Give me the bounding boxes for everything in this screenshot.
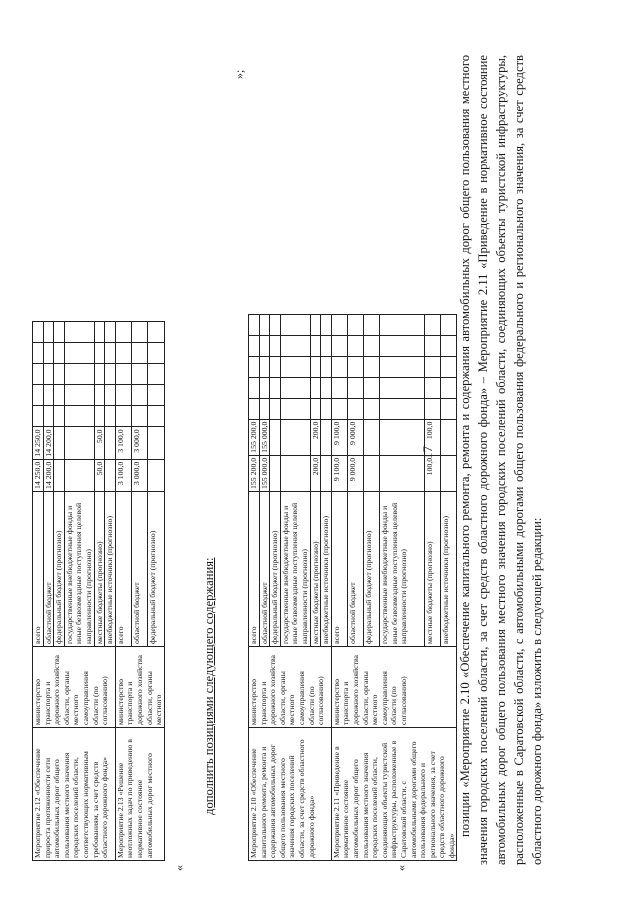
amount-cell <box>380 419 425 455</box>
empty-year-cell <box>425 398 441 419</box>
empty-year-cell <box>132 322 148 343</box>
measure-name-cell: Мероприятие 2.10 «Обеспечение капитального ремонта, ремонта и содержания автомобильных дорог общего пользования местного значения городских поселений области, за счет средств областного дорожного фонда» <box>249 728 332 861</box>
empty-year-cell <box>425 356 441 377</box>
add-positions-heading: дополнить позициями следующего содержания: <box>202 557 216 815</box>
empty-year-cell <box>441 356 457 377</box>
amount-cell: 50,0 <box>94 427 105 459</box>
amount-cell: 155 000,0 <box>259 419 270 455</box>
funding-source-cell: федеральный бюджет (прогнозно) <box>270 492 281 647</box>
amount-cell: 9 000,0 <box>347 419 363 455</box>
empty-year-cell <box>148 322 164 343</box>
empty-year-cell <box>148 385 164 406</box>
amount-cell: 9 100,0 <box>331 419 347 455</box>
empty-year-cell <box>280 377 310 398</box>
empty-year-cell <box>105 406 116 427</box>
empty-year-cell <box>54 406 65 427</box>
empty-year-cell <box>441 335 457 356</box>
empty-year-cell <box>331 335 347 356</box>
intro-paragraph: позиции «Мероприятие 2.10 «Обеспечение капитального ремонта, ремонта и содержания автомобильных дорог общего пользования местного значения городских поселений области, за счет средств областного дорожного фонда» – Мероприятие 2.11 «Приведение в нормативное состояние автомобильных дорог общего пользования местного значения городских поселений области, соединяющих объекты туристской инфраструктуры, расположенные в Саратовской области, с автомобильными дорогами общего пользования федерального и регионального значения, за счет средств областного дорожного фонда» изложить в следующей редакции: <box>458 55 544 865</box>
empty-year-cell <box>363 335 379 356</box>
empty-year-cell <box>33 385 44 406</box>
table1-close-quote: »; <box>232 69 246 79</box>
empty-year-cell <box>380 314 425 335</box>
amount-cell <box>64 427 94 459</box>
empty-year-cell <box>331 314 347 335</box>
empty-year-cell <box>132 343 148 364</box>
empty-year-cell <box>347 314 363 335</box>
amount-cell: 14 250,0 <box>33 427 44 459</box>
empty-year-cell <box>380 377 425 398</box>
amount-cell: 9 000,0 <box>347 455 363 491</box>
empty-year-cell <box>425 314 441 335</box>
amount-cell <box>148 459 164 491</box>
executors-cell: министерство транспорта и дорожного хозяйства области, органы местного самоуправления области (по согласованию) <box>331 647 457 728</box>
measure-name-cell: Мероприятие 2.12 «Обеспечение прироста протяженности сети автомобильных дорог общего пользования местного значения городских поселений области, соответствующих нормативным требованиям, за счет средств областного дорожного фонда» <box>33 728 116 861</box>
empty-year-cell <box>259 314 270 335</box>
empty-year-cell <box>249 335 260 356</box>
amount-cell <box>363 419 379 455</box>
amount-cell <box>380 455 425 491</box>
table-row <box>115 322 131 861</box>
empty-year-cell <box>363 398 379 419</box>
empty-year-cell <box>270 335 281 356</box>
empty-year-cell <box>280 398 310 419</box>
table1-open-quote: « <box>394 865 408 871</box>
funding-source-cell: областной бюджет <box>347 492 363 647</box>
amount-cell: 155 000,0 <box>259 455 270 491</box>
empty-year-cell <box>259 356 270 377</box>
empty-year-cell <box>347 335 363 356</box>
empty-year-cell <box>363 377 379 398</box>
amount-cell <box>105 459 116 491</box>
empty-year-cell <box>270 398 281 419</box>
amount-cell: 3 100,0 <box>115 427 131 459</box>
empty-year-cell <box>105 343 116 364</box>
empty-year-cell <box>249 356 260 377</box>
funding-source-cell: внебюджетные источники (прогнозно) <box>321 492 332 647</box>
empty-year-cell <box>310 314 321 335</box>
empty-year-cell <box>363 314 379 335</box>
empty-year-cell <box>148 364 164 385</box>
amount-cell: 155 200,0 <box>249 455 260 491</box>
empty-year-cell <box>64 385 94 406</box>
table-row <box>331 314 347 860</box>
empty-year-cell <box>331 356 347 377</box>
empty-year-cell <box>64 364 94 385</box>
empty-year-cell <box>54 364 65 385</box>
empty-year-cell <box>347 356 363 377</box>
empty-year-cell <box>115 385 131 406</box>
empty-year-cell <box>105 322 116 343</box>
empty-year-cell <box>270 314 281 335</box>
table-measures-2-12-2-13 <box>32 321 165 861</box>
empty-year-cell <box>115 322 131 343</box>
empty-year-cell <box>425 377 441 398</box>
funding-source-cell: государственные внебюджетные фонды и иные безвозмездные поступления целевой направленности (прогнозно) <box>64 492 94 647</box>
amount-cell <box>54 427 65 459</box>
funding-source-cell: федеральный бюджет (прогнозно) <box>148 492 164 647</box>
amount-cell: 14 200,0 <box>43 459 54 491</box>
funding-source-cell: всего <box>33 492 44 647</box>
amount-cell <box>321 419 332 455</box>
executors-cell: министерство транспорта и дорожного хозяйства области, органы местного самоуправления области (по согласованию) <box>33 647 116 728</box>
empty-year-cell <box>105 385 116 406</box>
empty-year-cell <box>148 343 164 364</box>
amount-cell: 9 100,0 <box>331 455 347 491</box>
empty-year-cell <box>280 335 310 356</box>
funding-source-cell: местные бюджеты (прогнозно) <box>425 492 441 647</box>
empty-year-cell <box>441 377 457 398</box>
amount-cell <box>363 455 379 491</box>
executors-cell: министерство транспорта и дорожного хозяйства области, органы местного <box>115 647 164 728</box>
empty-year-cell <box>64 322 94 343</box>
funding-source-cell: областной бюджет <box>43 492 54 647</box>
empty-year-cell <box>259 377 270 398</box>
executors-cell: министерство транспорта и дорожного хозяйства области, органы местного самоуправления области (по согласованию) <box>249 647 332 728</box>
empty-year-cell <box>33 343 44 364</box>
amount-cell: 50,0 <box>94 459 105 491</box>
funding-source-cell: федеральный бюджет (прогнозно) <box>54 492 65 647</box>
empty-year-cell <box>321 356 332 377</box>
funding-source-cell: областной бюджет <box>259 492 270 647</box>
empty-year-cell <box>280 356 310 377</box>
empty-year-cell <box>115 364 131 385</box>
empty-year-cell <box>54 322 65 343</box>
table-row <box>33 322 44 861</box>
empty-year-cell <box>310 356 321 377</box>
amount-cell: 14 200,0 <box>43 427 54 459</box>
intro-text <box>456 55 546 865</box>
empty-year-cell <box>270 356 281 377</box>
funding-source-cell: государственные внебюджетные фонды и иные безвозмездные поступления целевой направленности (прогнозно) <box>380 492 425 647</box>
amount-cell <box>280 455 310 491</box>
empty-year-cell <box>105 364 116 385</box>
empty-year-cell <box>270 377 281 398</box>
empty-year-cell <box>43 406 54 427</box>
empty-year-cell <box>249 314 260 335</box>
amount-cell: 155 200,0 <box>249 419 260 455</box>
empty-year-cell <box>64 343 94 364</box>
amount-cell <box>148 427 164 459</box>
empty-year-cell <box>64 406 94 427</box>
funding-source-cell: внебюджетные источники (прогнозно) <box>105 492 116 647</box>
amount-cell <box>54 459 65 491</box>
funding-source-cell: областной бюджет <box>132 492 148 647</box>
funding-source-cell: местные бюджеты (прогнозно) <box>310 492 321 647</box>
empty-year-cell <box>132 364 148 385</box>
amount-cell: 3 000,0 <box>132 427 148 459</box>
empty-year-cell <box>54 343 65 364</box>
empty-year-cell <box>331 377 347 398</box>
funding-source-cell: всего <box>115 492 131 647</box>
amount-cell <box>270 455 281 491</box>
empty-year-cell <box>33 406 44 427</box>
empty-year-cell <box>363 356 379 377</box>
amount-cell: 200,0 <box>310 455 321 491</box>
empty-year-cell <box>94 343 105 364</box>
empty-year-cell <box>347 398 363 419</box>
amount-cell <box>105 427 116 459</box>
funding-source-cell: государственные внебюджетные фонды и иные безвозмездные поступления целевой направленности (прогнозно) <box>280 492 310 647</box>
empty-year-cell <box>249 377 260 398</box>
funding-source-cell: внебюджетные источники (прогнозно) <box>441 492 457 647</box>
table2-open-quote: « <box>172 865 186 871</box>
empty-year-cell <box>43 385 54 406</box>
empty-year-cell <box>54 385 65 406</box>
empty-year-cell <box>115 406 131 427</box>
amount-cell <box>64 459 94 491</box>
empty-year-cell <box>132 385 148 406</box>
page-number: 17 <box>420 446 435 459</box>
amount-cell: 100,0 <box>425 455 441 491</box>
amount-cell <box>321 455 332 491</box>
empty-year-cell <box>321 377 332 398</box>
empty-year-cell <box>94 385 105 406</box>
empty-year-cell <box>43 322 54 343</box>
measure-name-cell: Мероприятие 2.11 «Приведение в нормативное состояние автомобильных дорог общего пользования местного значения городских поселений области, соединяющих объекты туристской инфраструктуры, расположенные в Саратовской области, с автомобильными дорогами общего пользования федерального и регионального значения, за счет средств областного дорожного фонда» <box>331 728 457 861</box>
empty-year-cell <box>33 364 44 385</box>
empty-year-cell <box>321 314 332 335</box>
amount-cell: 14 250,0 <box>33 459 44 491</box>
empty-year-cell <box>380 356 425 377</box>
empty-year-cell <box>94 322 105 343</box>
empty-year-cell <box>43 364 54 385</box>
empty-year-cell <box>259 398 270 419</box>
empty-year-cell <box>321 398 332 419</box>
amount-cell: 3 000,0 <box>132 459 148 491</box>
empty-year-cell <box>148 406 164 427</box>
amount-cell <box>441 419 457 455</box>
table-row <box>249 314 260 860</box>
empty-year-cell <box>441 314 457 335</box>
table-measures-2-10-2-11 <box>248 314 457 861</box>
empty-year-cell <box>43 343 54 364</box>
empty-year-cell <box>310 398 321 419</box>
empty-year-cell <box>94 406 105 427</box>
amount-cell <box>441 455 457 491</box>
measure-name-cell: Мероприятие 2.13 «Решение неотложных задач по приведению в нормативное состояние автомобильных дорог местного <box>115 728 164 861</box>
empty-year-cell <box>94 364 105 385</box>
amount-cell <box>280 419 310 455</box>
empty-year-cell <box>115 343 131 364</box>
empty-year-cell <box>259 335 270 356</box>
empty-year-cell <box>280 314 310 335</box>
empty-year-cell <box>380 398 425 419</box>
empty-year-cell <box>321 335 332 356</box>
funding-source-cell: местные бюджеты (прогнозно) <box>94 492 105 647</box>
amount-cell: 200,0 <box>310 419 321 455</box>
amount-cell <box>270 419 281 455</box>
empty-year-cell <box>310 377 321 398</box>
empty-year-cell <box>310 335 321 356</box>
empty-year-cell <box>441 398 457 419</box>
empty-year-cell <box>331 398 347 419</box>
empty-year-cell <box>33 322 44 343</box>
funding-source-cell: всего <box>249 492 260 647</box>
funding-source-cell: федеральный бюджет (прогнозно) <box>363 492 379 647</box>
empty-year-cell <box>347 377 363 398</box>
amount-cell: 100,0 <box>425 419 441 455</box>
empty-year-cell <box>249 398 260 419</box>
empty-year-cell <box>425 335 441 356</box>
empty-year-cell <box>380 335 425 356</box>
amount-cell: 3 100,0 <box>115 459 131 491</box>
empty-year-cell <box>132 406 148 427</box>
funding-source-cell: всего <box>331 492 347 647</box>
